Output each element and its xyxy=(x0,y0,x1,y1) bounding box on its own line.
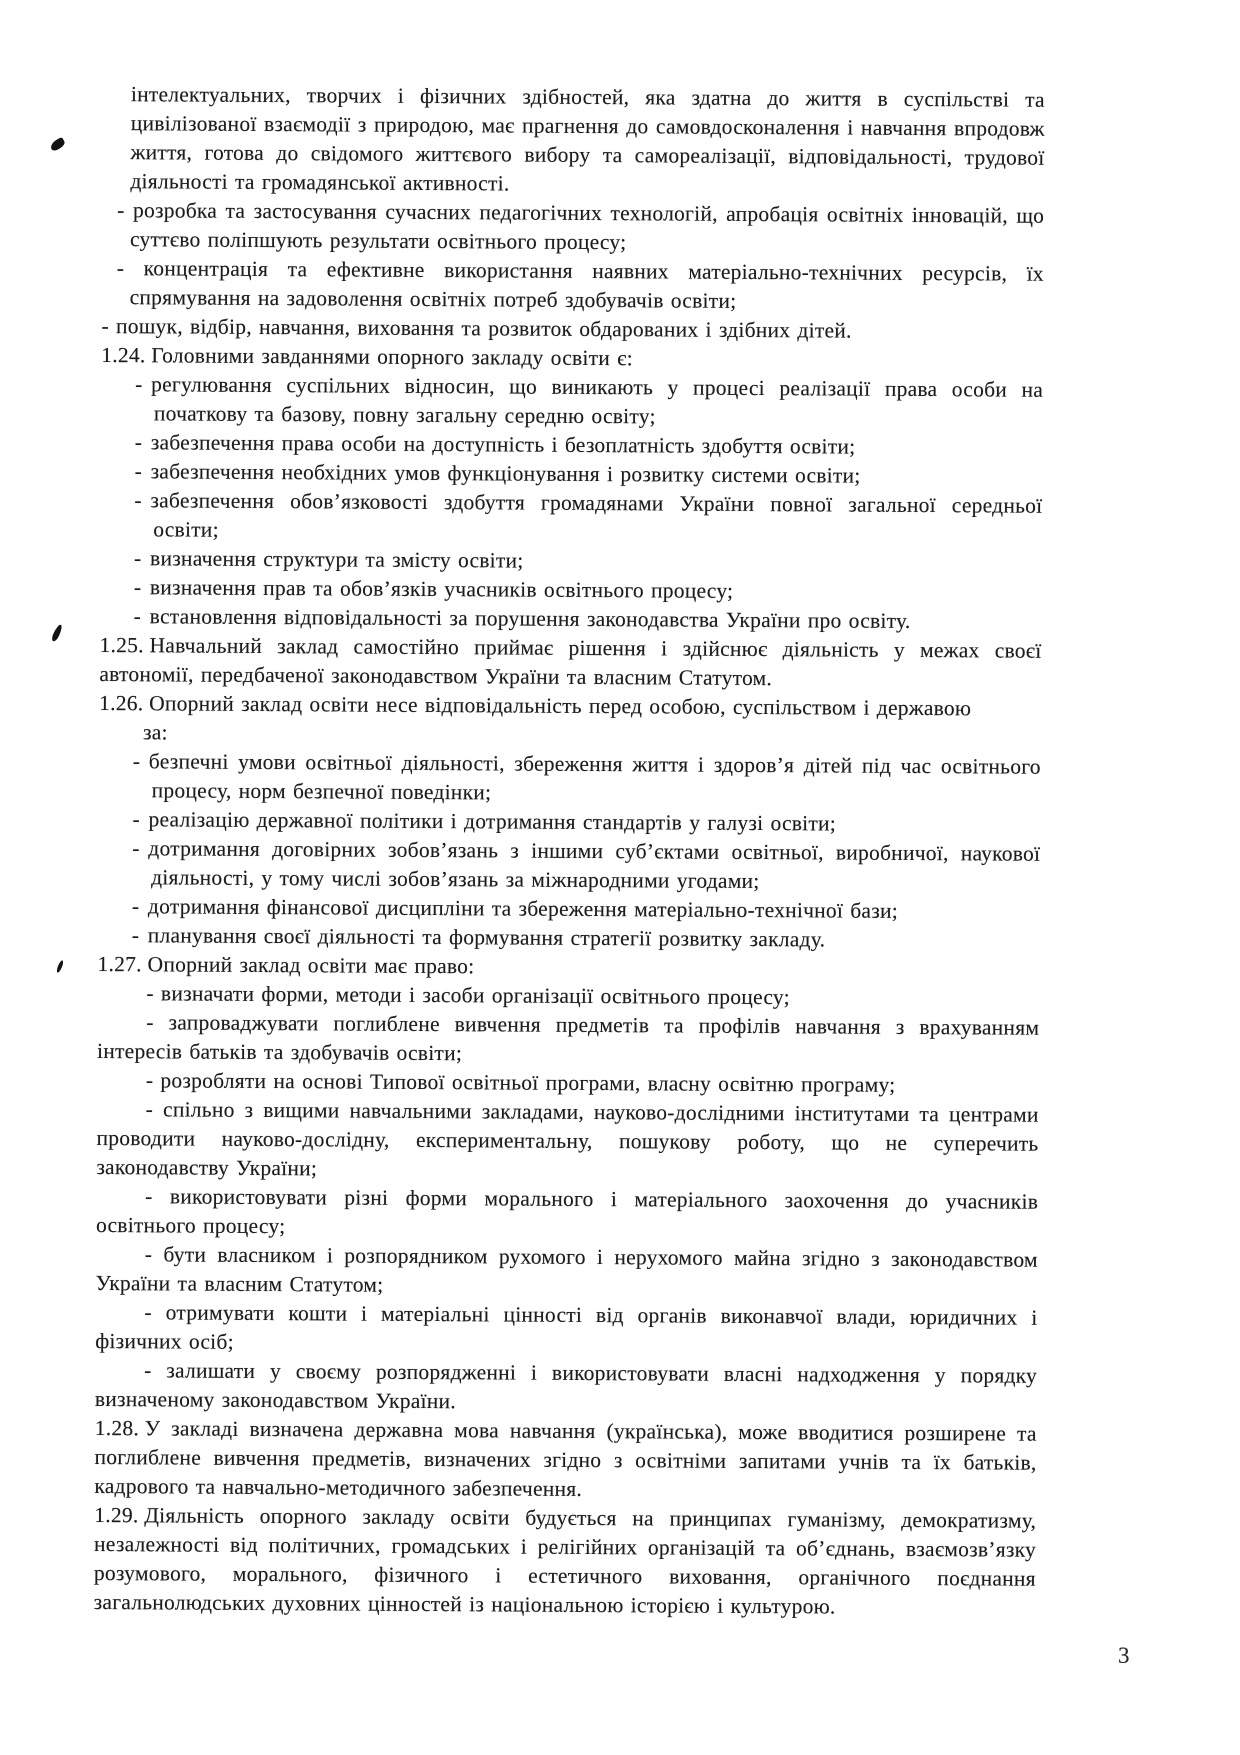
paragraph-continuation: інтелектуальних, творчих і фізичних здібностей, яка здатна до життя в суспільстві та цивілізованої взаємодії з природою, має прагнення до самовдосконалення і навчання впродовж життя, готова до свідомого життєвого вибору та самореалізації, відповідальності, трудової діяльності та громадянської активності. xyxy=(130,82,1045,196)
item-text: Діяльність опорного закладу освіти будується на принципах гуманізму, демократизму, незалежності від політичних, громадських і релігійних організацій та об’єднань, взаємозв’язку розумового, морального, фізичного і естетичного виховання, органічного поєднання загальнолюдських духовних цінностей із національною історією і культурою. xyxy=(93,1503,1037,1619)
right-item: - залишати у своєму розпорядженні і використовувати власні надходження у порядку визначеному законодавством України. xyxy=(94,1358,1038,1414)
item-text: Навчальний заклад самостійно приймає рішення і здійснює діяльність у межах своєї автономії, передбаченої законодавством України та власним Статутом. xyxy=(99,633,1042,691)
right-item: - запроваджувати поглиблене вивчення предметів та профілів навчання з врахуванням інтересів батьків та здобувачів освіти; xyxy=(96,1010,1040,1066)
dash: - xyxy=(133,575,142,600)
bullet-item: - концентрація та ефективне використання наявних матеріально-технічних ресурсів, їх спрямування на задоволення освітніх потреб здобувачів освіти; xyxy=(116,256,1044,313)
dash: - xyxy=(134,459,143,484)
dash: - xyxy=(134,546,142,571)
list-item xyxy=(100,486,1042,550)
dash: - xyxy=(134,430,143,455)
item-text: реалізацію державної політики і дотримання стандартів у галузі освіти; xyxy=(148,807,837,836)
dash: - xyxy=(135,372,143,397)
numbered-item-1-29 xyxy=(94,1501,1037,1623)
dash: - xyxy=(132,836,140,861)
dash: - xyxy=(131,923,140,948)
item-text: забезпечення обов’язковості здобуття громадянами України повної загальної середньої освіти; xyxy=(150,488,1043,542)
item-text: Головними завданнями опорного закладу освіти є: xyxy=(151,343,633,371)
item-text: забезпечення необхідних умов функціонування і розвитку системи освіти; xyxy=(150,459,861,488)
right-item: - визначати форми, методи і засоби організації освітнього процесу; xyxy=(146,981,790,1010)
item-text-suffix: за: xyxy=(142,720,168,745)
list-item xyxy=(99,747,1041,811)
item-text: дотримання фінансової дисципліни та збереження матеріально-технічної бази; xyxy=(147,894,899,923)
item-text: забезпечення права особи на доступність і безоплатність здобуття освіти; xyxy=(150,430,856,459)
ink-mark-3 xyxy=(56,960,65,974)
item-text: планування своєї діяльності та формування стратегії розвитку закладу. xyxy=(147,923,826,952)
item-text: встановлення відповідальності за порушення законодавства України про освіту. xyxy=(149,604,911,633)
item-text: У закладі визначена державна мова навчання (українська), може вводитися розширене та поглиблене вивчення предметів, визначених згідно з освітніми запитами учнів та їх батьків, кадрового та навчально-методичного забезпечення. xyxy=(94,1416,1037,1501)
numbered-item-1-25 xyxy=(99,631,1041,695)
item-number: 1.26. xyxy=(99,690,144,716)
item-number: 1.27. xyxy=(97,951,142,977)
item-text: дотримання договірних зобов’язань з іншими суб’єктами освітньої, виробничої, наукової діяльності, у тому числі зобов’язань за міжнародними угодами; xyxy=(148,836,1041,894)
dash: - xyxy=(133,604,142,629)
right-item: - використовувати різні форми морального і матеріального заохочення до учасників освітнього процесу; xyxy=(95,1184,1039,1239)
numbered-item-1-26 xyxy=(99,689,1041,724)
list-item xyxy=(101,370,1043,434)
numbered-item-1-28 xyxy=(94,1414,1037,1507)
item-text: Опорний заклад освіти має право: xyxy=(147,952,475,979)
dash: - xyxy=(132,749,141,774)
bullet-item: - розробка та застосування сучасних педагогічних технологій, апробація освітніх інновацій, що суттєво поліпшують результати освітнього процесу; xyxy=(117,198,1045,255)
bullet-item: - пошук, відбір, навчання, виховання та розвиток обдарованих і здібних дітей. xyxy=(101,313,852,343)
ink-mark-2 xyxy=(50,624,63,643)
item-number: 1.25. xyxy=(99,632,144,658)
item-text: визначення структури та змісту освіти; xyxy=(150,546,524,573)
right-item: - розробляти на основі Типової освітньої програми, власну освітню програму; xyxy=(145,1068,896,1097)
list-item xyxy=(98,834,1040,898)
right-item: - спільно з вищими навчальними закладами, науково-дослідними інститутами та центрами проводити науково-дослідну, експериментальну, пошукову роботу, що не суперечить законодавству України; xyxy=(96,1097,1039,1181)
page-number: 3 xyxy=(1118,1643,1130,1668)
ink-mark-1 xyxy=(49,137,66,152)
item-text: визначення прав та обов’язків учасників освітнього процесу; xyxy=(149,575,734,603)
item-number: 1.29. xyxy=(94,1502,139,1528)
item-number: 1.24. xyxy=(101,342,146,368)
dash: - xyxy=(134,488,142,513)
item-text: Опорний заклад освіти несе відповідальність перед особою, суспільством і державою xyxy=(149,691,972,721)
document-text-block xyxy=(94,80,1045,1623)
right-item: - бути власником і розпорядником рухомого і нерухомого майна згідно з законодавством України та власним Статутом; xyxy=(95,1242,1038,1297)
dash: - xyxy=(132,807,140,832)
item-text: регулювання суспільних відносин, що виникають у процесі реалізації права особи на початкову та базову, повну загальну середню освіту; xyxy=(151,372,1044,429)
item-number: 1.28. xyxy=(94,1415,140,1441)
item-text: безпечні умови освітньої діяльності, збереження життя і здоров’я дітей під час освітнього процесу, норм безпечної поведінки; xyxy=(148,749,1041,805)
right-item: - отримувати кошти і матеріальні цінності від органів виконавчої влади, юридичних і фізичних осіб; xyxy=(95,1300,1038,1354)
dash: - xyxy=(131,894,140,919)
